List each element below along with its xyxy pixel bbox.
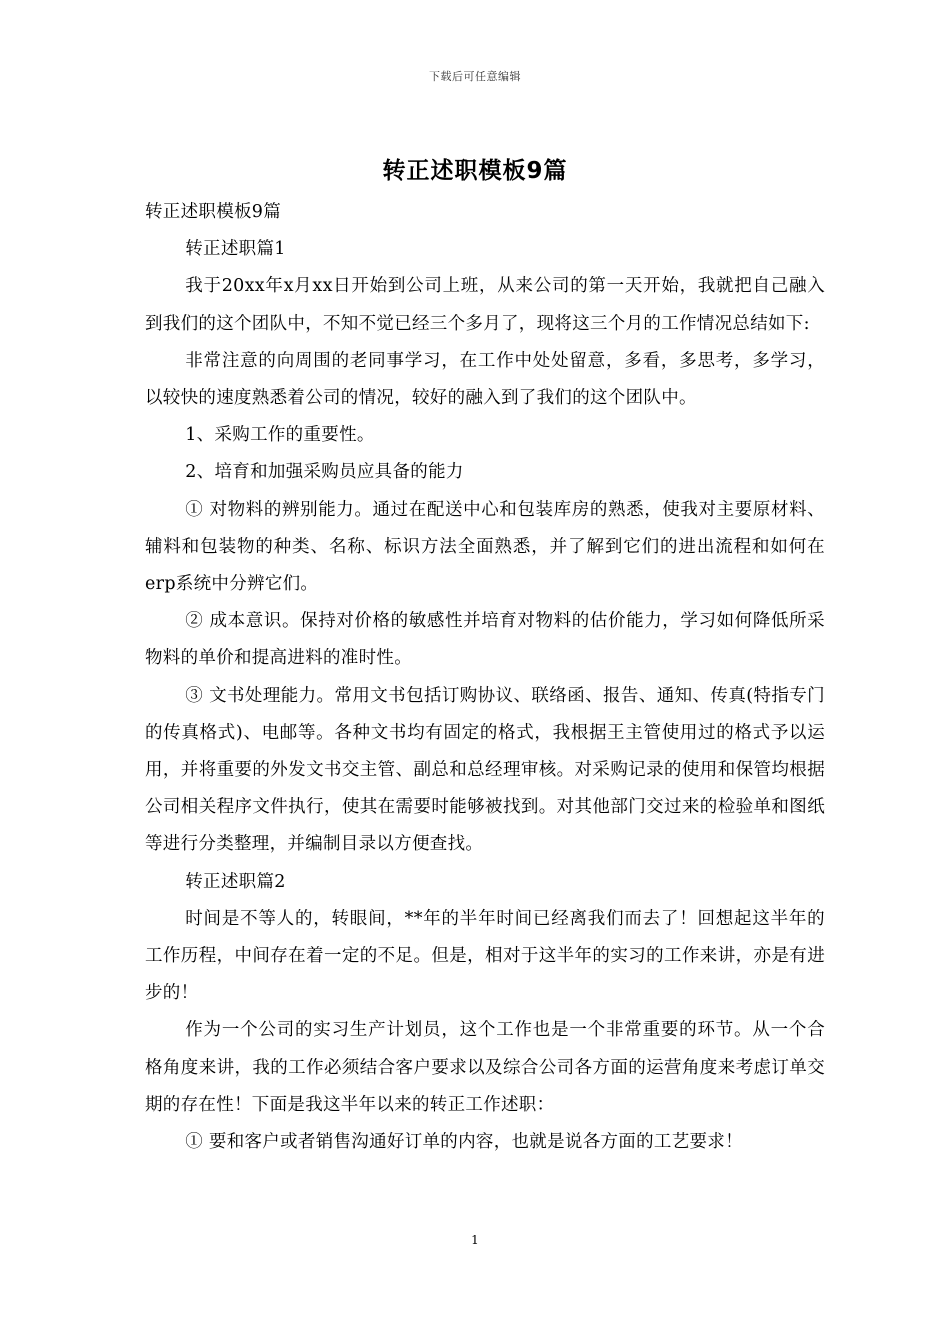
section-heading-1: 转正述职篇1	[185, 239, 286, 260]
list-item: 1、采购工作的重要性。	[185, 425, 375, 446]
section-heading-2: 转正述职篇2	[185, 871, 286, 892]
subtitle-paragraph: 转正述职模板9篇	[145, 202, 282, 222]
body-paragraph: ② 成本意识。保持对价格的敏感性并培育对物料的估价能力，学习如何降低所采物料的单价和提高进料的准时性。	[145, 611, 825, 669]
list-item: 2、培育和加强采购员应具备的能力	[185, 462, 464, 483]
body-paragraph: ① 对物料的辨别能力。通过在配送中心和包装库房的熟悉，使我对主要原材料、辅料和包装物的种类、名称、标识方法全面熟悉，并了解到它们的进出流程和如何在erp系统中分辨它们。	[145, 499, 825, 595]
body-paragraph: ① 要和客户或者销售沟通好订单的内容，也就是说各方面的工艺要求！	[185, 1132, 743, 1153]
document-title: 转正述职模板9篇	[382, 158, 568, 184]
document-body	[145, 194, 825, 1161]
body-paragraph: 我于20xx年x月xx日开始到公司上班，从来公司的第一天开始，我就把自己融入到我们的这个团队中，不知不觉已经三个多月了，现将这三个月的工作情况总结如下:	[145, 276, 825, 334]
header-note: 下载后可任意编辑	[429, 70, 521, 83]
body-paragraph: 作为一个公司的实习生产计划员，这个工作也是一个非常重要的环节。从一个合格角度来讲，我的工作必须结合客户要求以及综合公司各方面的运营角度来考虑订单交期的存在性！下面是我这半年以来的转正工作述职：	[145, 1020, 825, 1115]
body-paragraph: ③ 文书处理能力。常用文书包括订购协议、联络函、报告、通知、传真(特指专门的传真格式)、电邮等。各种文书均有固定的格式，我根据王主管使用过的格式予以运用，并将重要的外发文书交主管、副总和总经理审核。对采购记录的使用和保管均根据公司相关程序文件执行，使其在需要时能够被找到。对其他部门交过来的检验单和图纸等进行分类整理，并编制目录以方便查找。	[145, 685, 825, 855]
body-paragraph: 非常注意的向周围的老同事学习，在工作中处处留意，多看，多思考，多学习，以较快的速度熟悉着公司的情况，较好的融入到了我们的这个团队中。	[145, 350, 825, 409]
body-paragraph: 时间是不等人的，转眼间，**年的半年时间已经离我们而去了！回想起这半年的工作历程，中间存在着一定的不足。但是，相对于这半年的实习的工作来讲，亦是有进步的！	[145, 908, 825, 1004]
page-number: 1	[471, 1233, 479, 1247]
